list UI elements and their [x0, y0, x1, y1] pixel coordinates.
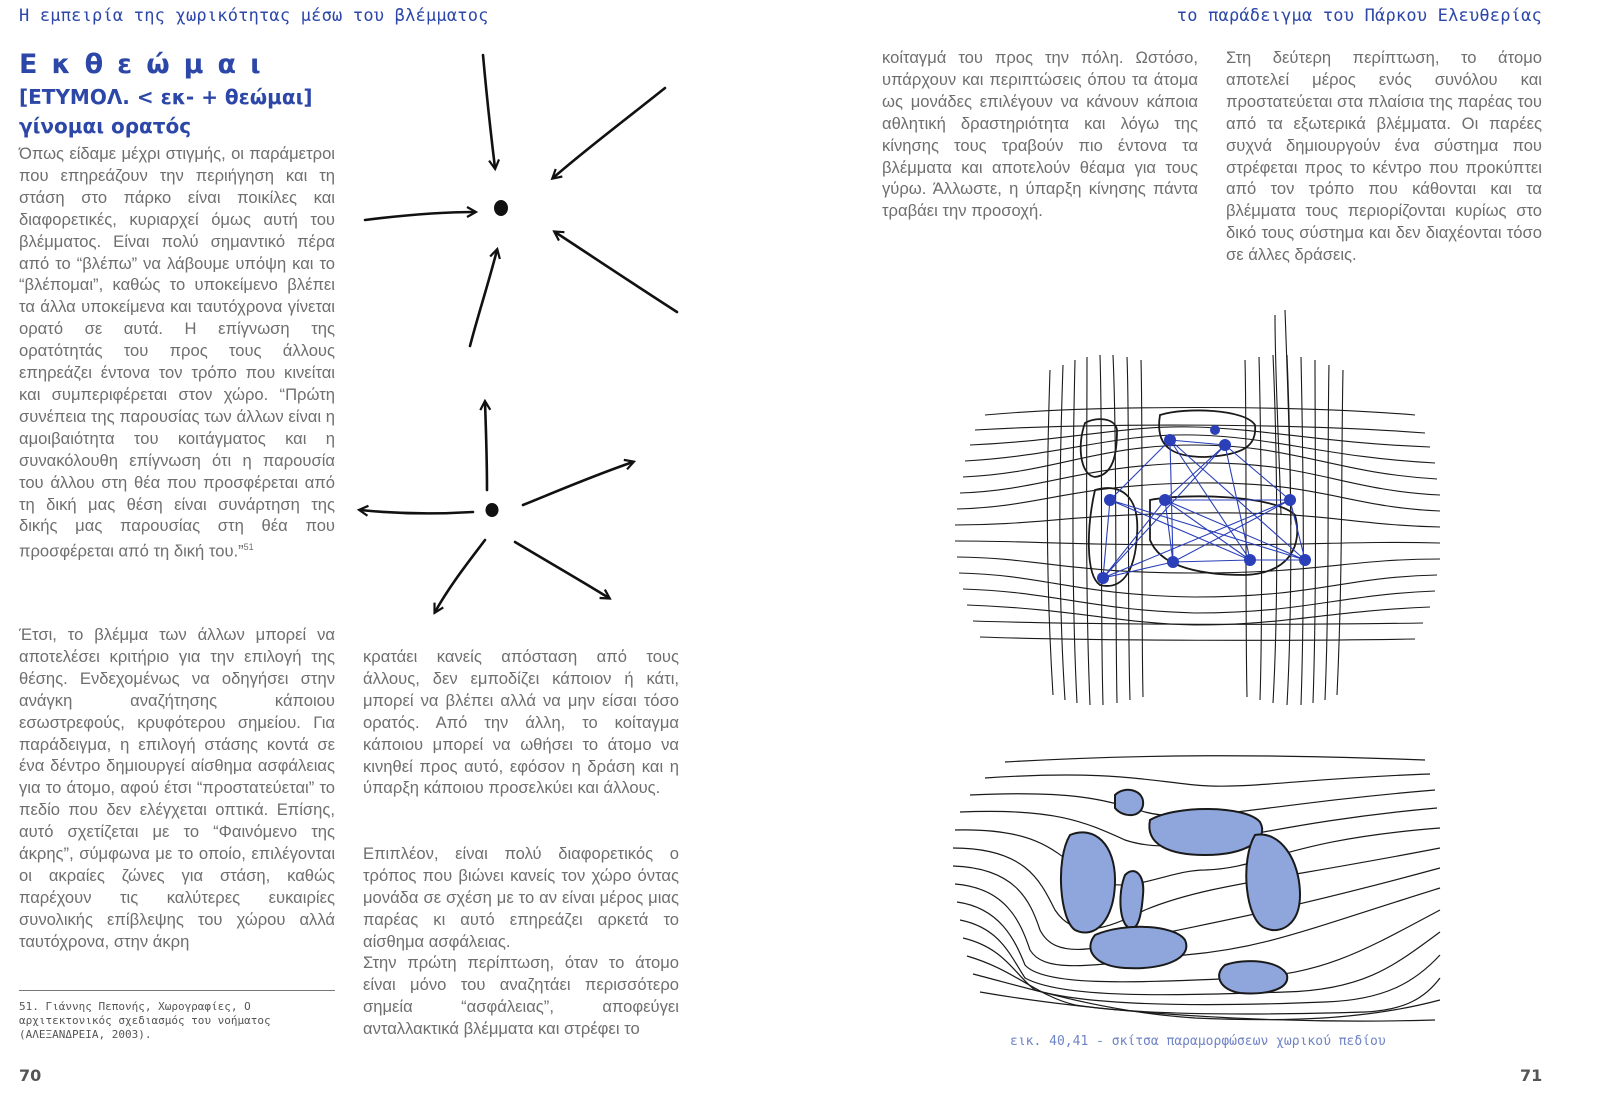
arrows-inward-sketch: [355, 50, 695, 350]
paragraph-6: κοίταγμά του προς την πόλη. Ωστόσο, υπάρχουν και περιπτώσεις όπου τα άτομα ως μονάδες επιλέγουν να κάνουν κάποια αθλητική δραστηριότητα και λόγω της κίνησης τους τραβούν πιο έντονα τα βλέμματα και αποτελούν θέαμα για τους γύρω. Άλλωστε, η ύπαρξη κίνησης πάντα τραβάει την προσοχή.: [882, 48, 1198, 221]
page-number-right: 71: [1520, 1066, 1543, 1085]
running-header-right: το παράδειγμα του Πάρκου Ελευθερίας: [1176, 6, 1542, 26]
title-meaning: γίνομαι ορατός: [19, 114, 192, 138]
focus-point: [494, 200, 508, 216]
source-point: [486, 503, 499, 517]
title-etymology: [ΕΤΥΜΟΛ. < εκ- + θεώμαι]: [19, 85, 313, 109]
paragraph-1-text: Όπως είδαμε μέχρι στιγμής, οι παράμετροι που επηρεάζουν την περιήγηση και τη στάση στο πάρκο είναι ποικίλες και διαφορετικές, κυριαρχεί όμως αυτή του βλέμματος. Είναι πολύ σημαντικό πέρα από το “βλέπω” να λάβουμε υπόψη και το “βλέπομαι”, καθώς το υποκείμενο βλέπει τα άλλα υποκείμενα και ταυτόχρονα γίνεται ορατό σε αυτά. Η επίγνωση της ορατότητάς του προς τους άλλους επηρεάζει έντονα τον τρόπο που κινείται και συμπεριφέρεται στον χώρο. “Πρώτη συνέπεια της παρουσίας των άλλων είναι η αμοιβαιότητα του κοιτάγματος και η συνακόλουθη επίγνωση ότι η παρουσία του άλλου στη θέα που προσφέρεται από τη δική μας θέση είναι συνάρτηση της δικής μας παρουσίας στη θέα που προσφέρεται από τη δική του.”: [19, 144, 335, 561]
running-header-left: Η εμπειρία της χωρικότητας μέσω του βλέμματος: [19, 6, 489, 26]
flow-lines: [953, 756, 1440, 1021]
paragraph-3: κρατάει κανείς απόσταση από τους άλλους, δεν εμποδίζει κάποιον ή κάτι, μπορεί να βλέπει αλλά να μην είσαι τόσο ορατός. Από την άλλη, το κοίταγμα κάποιου μπορεί να ωθήσει το άτομο να κινηθεί προς αυτό, εφόσον η δράση και η ύπαρξη κάποιου προσελκύει και άλλους.: [363, 647, 679, 798]
page-number-left: 70: [19, 1066, 42, 1085]
paragraph-1: [19, 143, 335, 563]
footnote-rule: [19, 990, 335, 991]
field-blobs-sketch: [945, 750, 1445, 1025]
paragraph-2: Έτσι, το βλέμμα των άλλων μπορεί να αποτελέσει κριτήριο για την επιλογή της θέσης. Ενδεχομένως να οδηγήσει στην ανάγκη αναζήτησης κάποιου εσωστρεφούς, κρυφότερου σημείου. Για παράδειγμα, η επιλογή στάσης κοντά σε ένα δέντρο δημιουργεί αίσθημα ασφάλειας για το άτομο, αφού έτσι “προστατεύεται” το πεδίο που δεν ελέγχεται οπτικά. Επίσης, αυτό σχετίζεται με το “Φαινόμενο της άκρης”, σύμφωνα με το οποίο, επιλέγονται οι ακραίες ζώνες για στάση, καθώς παρέχουν τις καλύτερες ευκαιρίες συνολικής επίβλεψης του χώρου αλλά ταυτόχρονα, στην άκρη: [19, 625, 335, 951]
figure-caption: εικ. 40,41 - σκίτσα παραμορφώσεων χωρικού πεδίου: [1010, 1034, 1386, 1049]
blue-blobs: [1061, 790, 1300, 994]
paragraph-7: Στη δεύτερη περίπτωση, το άτομο αποτελεί μέρος ενός συνόλου και προστατεύεται στα πλαίσια της παρέας του από τα εξωτερικά βλέμματα. Οι παρέες συχνά δημιουργούν ένα σύστημα που στρέφεται προς το κέντρο που προκύπτει από τον τρόπο που κάθονται και τα βλέμματα τους περιορίζονται κυρίως στο δικό τους σύστημα και δεν διαχέονται τόσο σε άλλες δράσεις.: [1226, 48, 1542, 265]
footnote: 51. Γιάννης Πεπονής, Χωρογραφίες, Ο αρχιτεκτονικός σχεδιασμός του νοήματος (ΑΛΕΞΑΝΔΡΕΙΑ, 2003).: [19, 1000, 271, 1041]
title-word: Εκθεώμαι: [19, 49, 275, 80]
arrows-outward-sketch: [355, 400, 655, 620]
footnote-ref: 51: [243, 542, 254, 553]
paragraph-4: Επιπλέον, είναι πολύ διαφορετικός ο τρόπος που βιώνει κανείς τον χώρο όντας μονάδα σε σχέση με το αν είναι μέρος μιας παρέας κι αυτό επηρεάζει αρκετά το αίσθημα ασφάλειας.: [363, 844, 679, 951]
entry-title: [19, 48, 339, 140]
paragraph-5: Στην πρώτη περίπτωση, όταν το άτομο είναι μόνο του αναζητάει περισσότερο σημεία “ασφάλειας”, αποφεύγει ανταλλακτικά βλέμματα και στρέφει το: [363, 953, 679, 1038]
field-network-sketch: [945, 305, 1445, 710]
inward-arrows: [365, 55, 677, 346]
